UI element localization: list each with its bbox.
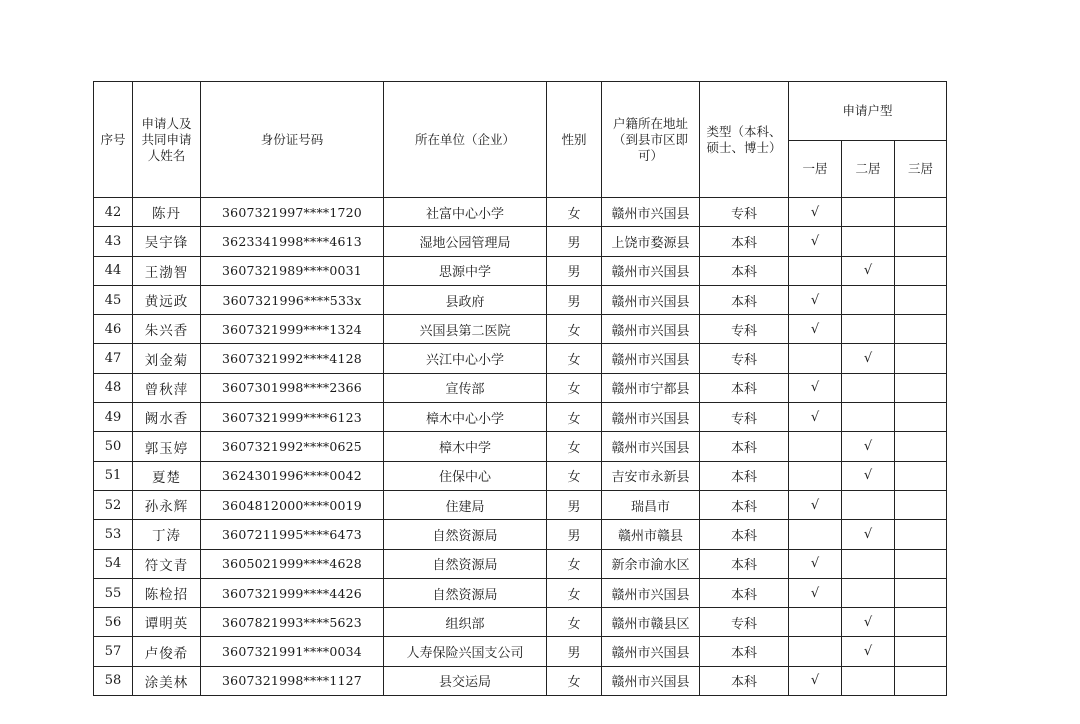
cell-room-3 xyxy=(895,198,947,227)
cell-room-1: √ xyxy=(789,666,842,695)
table-row xyxy=(94,520,947,549)
cell-room-2: √ xyxy=(842,520,895,549)
cell-name: 阙水香 xyxy=(133,403,201,432)
cell-room-1: √ xyxy=(789,490,842,519)
cell-room-3 xyxy=(895,637,947,666)
cell-seq: 55 xyxy=(94,578,133,607)
cell-name: 孙永辉 xyxy=(133,490,201,519)
cell-room-2 xyxy=(842,198,895,227)
cell-room-1 xyxy=(789,461,842,490)
header-seq: 序号 xyxy=(94,82,133,198)
header-id-number: 身份证号码 xyxy=(201,82,384,198)
cell-room-3 xyxy=(895,403,947,432)
cell-address: 赣州市兴国县 xyxy=(602,285,700,314)
cell-unit: 樟木中学 xyxy=(384,432,547,461)
cell-degree-type: 本科 xyxy=(700,285,789,314)
cell-address: 瑞昌市 xyxy=(602,490,700,519)
cell-room-1: √ xyxy=(789,285,842,314)
cell-address: 赣州市赣县区 xyxy=(602,608,700,637)
cell-degree-type: 专科 xyxy=(700,344,789,373)
cell-degree-type: 本科 xyxy=(700,490,789,519)
cell-room-3 xyxy=(895,373,947,402)
cell-room-2 xyxy=(842,403,895,432)
table-row xyxy=(94,666,947,695)
cell-seq: 48 xyxy=(94,373,133,402)
cell-degree-type: 本科 xyxy=(700,520,789,549)
cell-id-number: 3607321999****4426 xyxy=(201,578,384,607)
cell-room-1: √ xyxy=(789,198,842,227)
cell-room-1: √ xyxy=(789,578,842,607)
cell-name: 王渤智 xyxy=(133,256,201,285)
cell-degree-type: 本科 xyxy=(700,578,789,607)
cell-room-2: √ xyxy=(842,256,895,285)
cell-address: 赣州市兴国县 xyxy=(602,256,700,285)
cell-unit: 组织部 xyxy=(384,608,547,637)
cell-gender: 男 xyxy=(547,285,602,314)
header-room-3: 三居 xyxy=(895,141,947,198)
cell-unit: 湿地公园管理局 xyxy=(384,227,547,256)
cell-gender: 女 xyxy=(547,549,602,578)
cell-room-2: √ xyxy=(842,432,895,461)
cell-room-3 xyxy=(895,608,947,637)
cell-room-3 xyxy=(895,549,947,578)
cell-id-number: 3607321992****4128 xyxy=(201,344,384,373)
cell-room-2 xyxy=(842,227,895,256)
header-unit: 所在单位（企业） xyxy=(384,82,547,198)
cell-degree-type: 本科 xyxy=(700,461,789,490)
cell-room-3 xyxy=(895,285,947,314)
header-address: 户籍所在地址 （到县市区即 可） xyxy=(602,82,700,198)
table-row xyxy=(94,285,947,314)
cell-room-1 xyxy=(789,637,842,666)
table-row xyxy=(94,637,947,666)
cell-seq: 47 xyxy=(94,344,133,373)
cell-address: 上饶市婺源县 xyxy=(602,227,700,256)
cell-degree-type: 本科 xyxy=(700,373,789,402)
cell-unit: 住保中心 xyxy=(384,461,547,490)
cell-name: 涂美林 xyxy=(133,666,201,695)
cell-gender: 女 xyxy=(547,578,602,607)
cell-room-2: √ xyxy=(842,608,895,637)
cell-name: 陈丹 xyxy=(133,198,201,227)
cell-room-3 xyxy=(895,461,947,490)
cell-room-3 xyxy=(895,344,947,373)
cell-unit: 住建局 xyxy=(384,490,547,519)
header-gender: 性别 xyxy=(547,82,602,198)
cell-seq: 49 xyxy=(94,403,133,432)
cell-unit: 人寿保险兴国支公司 xyxy=(384,637,547,666)
cell-name: 夏楚 xyxy=(133,461,201,490)
cell-degree-type: 本科 xyxy=(700,432,789,461)
cell-seq: 58 xyxy=(94,666,133,695)
cell-name: 黄远政 xyxy=(133,285,201,314)
cell-name: 曾秋萍 xyxy=(133,373,201,402)
cell-degree-type: 专科 xyxy=(700,403,789,432)
cell-room-1 xyxy=(789,344,842,373)
cell-unit: 县政府 xyxy=(384,285,547,314)
cell-unit: 宣传部 xyxy=(384,373,547,402)
cell-name: 郭玉婷 xyxy=(133,432,201,461)
table-row xyxy=(94,461,947,490)
cell-name: 谭明英 xyxy=(133,608,201,637)
cell-gender: 女 xyxy=(547,608,602,637)
cell-address: 赣州市兴国县 xyxy=(602,344,700,373)
cell-id-number: 3605021999****4628 xyxy=(201,549,384,578)
table-row xyxy=(94,256,947,285)
cell-id-number: 3624301996****0042 xyxy=(201,461,384,490)
table-header xyxy=(94,82,947,198)
cell-gender: 女 xyxy=(547,344,602,373)
cell-room-2 xyxy=(842,285,895,314)
cell-degree-type: 专科 xyxy=(700,608,789,637)
cell-name: 刘金菊 xyxy=(133,344,201,373)
cell-address: 赣州市赣县 xyxy=(602,520,700,549)
table-row xyxy=(94,344,947,373)
cell-unit: 樟木中心小学 xyxy=(384,403,547,432)
table-row xyxy=(94,549,947,578)
cell-seq: 51 xyxy=(94,461,133,490)
cell-room-3 xyxy=(895,315,947,344)
cell-gender: 女 xyxy=(547,315,602,344)
cell-id-number: 3607321992****0625 xyxy=(201,432,384,461)
cell-room-2 xyxy=(842,666,895,695)
cell-unit: 自然资源局 xyxy=(384,578,547,607)
cell-address: 赣州市兴国县 xyxy=(602,432,700,461)
cell-room-3 xyxy=(895,227,947,256)
cell-seq: 43 xyxy=(94,227,133,256)
header-name: 申请人及 共同申请 人姓名 xyxy=(133,82,201,198)
cell-id-number: 3607301998****2366 xyxy=(201,373,384,402)
cell-seq: 42 xyxy=(94,198,133,227)
cell-room-3 xyxy=(895,256,947,285)
cell-id-number: 3607821993****5623 xyxy=(201,608,384,637)
cell-seq: 57 xyxy=(94,637,133,666)
cell-address: 赣州市宁都县 xyxy=(602,373,700,402)
cell-name: 陈检招 xyxy=(133,578,201,607)
cell-room-2: √ xyxy=(842,461,895,490)
header-apply-type: 申请户型 xyxy=(789,82,947,141)
cell-room-2 xyxy=(842,373,895,402)
housing-application-table xyxy=(93,81,947,696)
cell-seq: 54 xyxy=(94,549,133,578)
cell-gender: 女 xyxy=(547,461,602,490)
cell-gender: 女 xyxy=(547,403,602,432)
table-row xyxy=(94,578,947,607)
cell-room-1: √ xyxy=(789,403,842,432)
cell-address: 赣州市兴国县 xyxy=(602,198,700,227)
cell-address: 赣州市兴国县 xyxy=(602,578,700,607)
cell-room-2: √ xyxy=(842,344,895,373)
cell-seq: 45 xyxy=(94,285,133,314)
cell-gender: 女 xyxy=(547,198,602,227)
cell-seq: 44 xyxy=(94,256,133,285)
cell-room-3 xyxy=(895,490,947,519)
cell-id-number: 3607321998****1127 xyxy=(201,666,384,695)
table-row xyxy=(94,490,947,519)
cell-room-3 xyxy=(895,520,947,549)
cell-room-1 xyxy=(789,520,842,549)
table-row xyxy=(94,403,947,432)
cell-unit: 自然资源局 xyxy=(384,549,547,578)
cell-name: 丁涛 xyxy=(133,520,201,549)
cell-seq: 50 xyxy=(94,432,133,461)
cell-unit: 社富中心小学 xyxy=(384,198,547,227)
cell-unit: 思源中学 xyxy=(384,256,547,285)
cell-unit: 县交运局 xyxy=(384,666,547,695)
cell-room-1: √ xyxy=(789,315,842,344)
table-row xyxy=(94,432,947,461)
cell-id-number: 3607321999****1324 xyxy=(201,315,384,344)
cell-id-number: 3607321989****0031 xyxy=(201,256,384,285)
cell-name: 朱兴香 xyxy=(133,315,201,344)
cell-room-3 xyxy=(895,432,947,461)
table-body xyxy=(94,198,947,696)
cell-degree-type: 本科 xyxy=(700,637,789,666)
cell-degree-type: 本科 xyxy=(700,549,789,578)
table-row xyxy=(94,373,947,402)
cell-seq: 52 xyxy=(94,490,133,519)
cell-id-number: 3623341998****4613 xyxy=(201,227,384,256)
cell-seq: 56 xyxy=(94,608,133,637)
cell-address: 吉安市永新县 xyxy=(602,461,700,490)
cell-gender: 男 xyxy=(547,520,602,549)
table-row xyxy=(94,608,947,637)
cell-room-1: √ xyxy=(789,373,842,402)
cell-id-number: 3607321996****533x xyxy=(201,285,384,314)
cell-gender: 男 xyxy=(547,227,602,256)
cell-seq: 46 xyxy=(94,315,133,344)
cell-gender: 男 xyxy=(547,637,602,666)
cell-id-number: 3607321991****0034 xyxy=(201,637,384,666)
cell-address: 新余市渝水区 xyxy=(602,549,700,578)
cell-room-2 xyxy=(842,315,895,344)
cell-gender: 男 xyxy=(547,490,602,519)
cell-room-2 xyxy=(842,490,895,519)
cell-name: 符文青 xyxy=(133,549,201,578)
cell-room-3 xyxy=(895,666,947,695)
cell-gender: 女 xyxy=(547,432,602,461)
cell-address: 赣州市兴国县 xyxy=(602,315,700,344)
cell-id-number: 3607321997****1720 xyxy=(201,198,384,227)
cell-gender: 女 xyxy=(547,373,602,402)
cell-degree-type: 专科 xyxy=(700,315,789,344)
cell-room-1 xyxy=(789,432,842,461)
cell-room-3 xyxy=(895,578,947,607)
cell-name: 卢俊希 xyxy=(133,637,201,666)
cell-unit: 兴江中心小学 xyxy=(384,344,547,373)
cell-room-1 xyxy=(789,256,842,285)
cell-name: 吴宇锋 xyxy=(133,227,201,256)
table-row xyxy=(94,198,947,227)
cell-degree-type: 本科 xyxy=(700,666,789,695)
cell-room-2 xyxy=(842,578,895,607)
cell-room-1 xyxy=(789,608,842,637)
table-row xyxy=(94,227,947,256)
header-room-1: 一居 xyxy=(789,141,842,198)
cell-seq: 53 xyxy=(94,520,133,549)
cell-address: 赣州市兴国县 xyxy=(602,403,700,432)
cell-id-number: 3607321999****6123 xyxy=(201,403,384,432)
table-row xyxy=(94,315,947,344)
cell-gender: 男 xyxy=(547,256,602,285)
cell-room-2 xyxy=(842,549,895,578)
cell-room-2: √ xyxy=(842,637,895,666)
cell-address: 赣州市兴国县 xyxy=(602,666,700,695)
cell-address: 赣州市兴国县 xyxy=(602,637,700,666)
cell-id-number: 3604812000****0019 xyxy=(201,490,384,519)
cell-room-1: √ xyxy=(789,227,842,256)
cell-degree-type: 专科 xyxy=(700,198,789,227)
cell-id-number: 3607211995****6473 xyxy=(201,520,384,549)
header-room-2: 二居 xyxy=(842,141,895,198)
cell-unit: 兴国县第二医院 xyxy=(384,315,547,344)
cell-gender: 女 xyxy=(547,666,602,695)
cell-degree-type: 本科 xyxy=(700,256,789,285)
header-degree-type: 类型（本科、 硕士、博士） xyxy=(700,82,789,198)
cell-room-1: √ xyxy=(789,549,842,578)
cell-degree-type: 本科 xyxy=(700,227,789,256)
cell-unit: 自然资源局 xyxy=(384,520,547,549)
